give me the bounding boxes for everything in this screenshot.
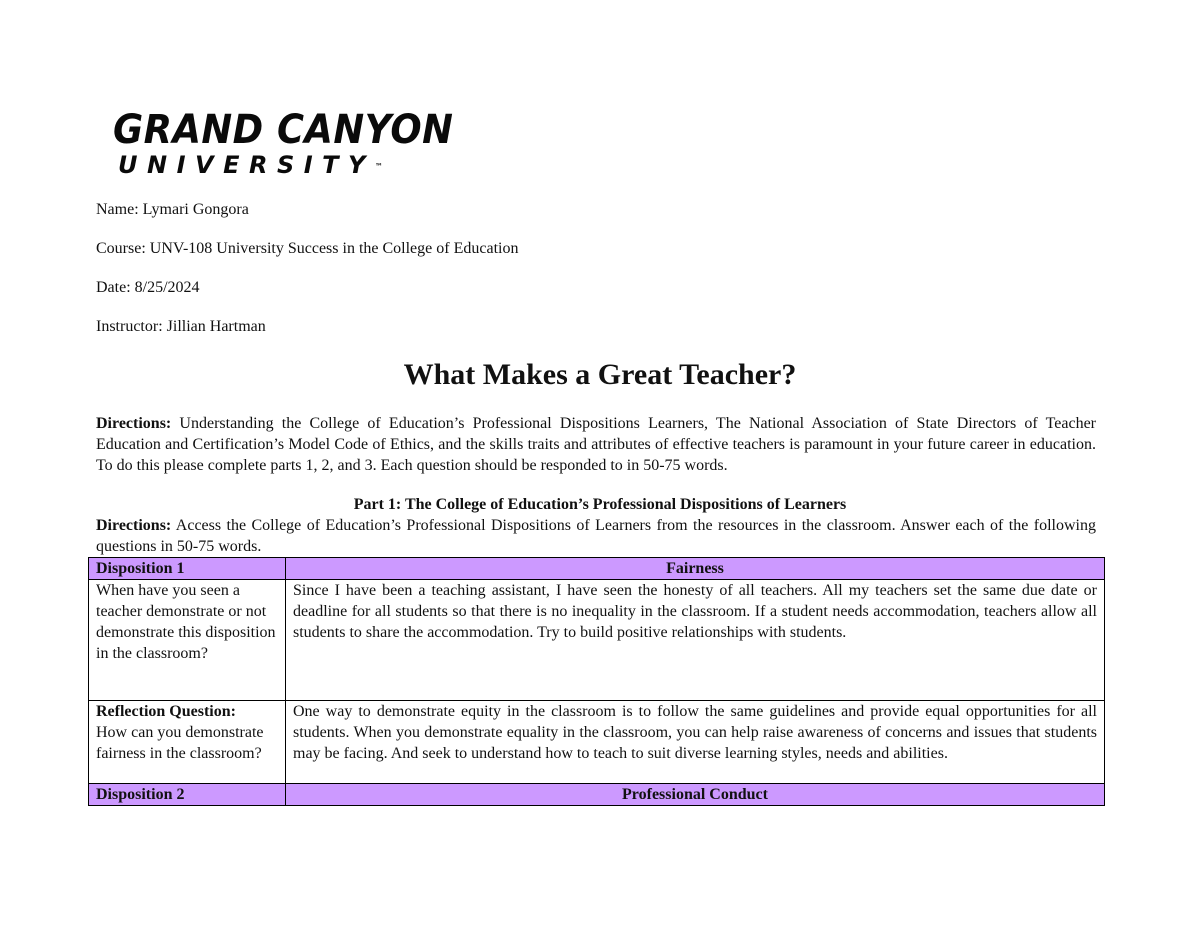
student-name: Name: Lymari Gongora [96,201,249,218]
disposition1-header-row [89,558,1105,580]
part1-directions-label: Directions: [96,517,172,534]
logo-trademark: ™ [374,162,383,171]
logo-university-text: UNIVERSITY [118,151,375,179]
disposition1-question: When have you seen a teacher demonstrate or not demonstrate this disposition in the classroom? [89,580,286,701]
logo-line-grand-canyon: GRAND CANYON [113,107,454,153]
submission-date: Date: 8/25/2024 [96,279,200,296]
dispositions-table [88,557,1105,806]
directions-label: Directions: [96,415,172,432]
disposition1-reflection-cell [89,701,286,784]
reflection-question: How can you demonstrate fairness in the classroom? [96,724,264,762]
disposition1-name: Fairness [286,558,1105,580]
disposition2-label: Disposition 2 [89,784,286,806]
disposition2-name: Professional Conduct [286,784,1105,806]
reflection-label: Reflection Question: [96,703,236,720]
university-logo [113,107,454,180]
disposition1-reflection-row [89,701,1105,784]
disposition2-header-row [89,784,1105,806]
part1-directions [96,515,1096,557]
instructor-name: Instructor: Jillian Hartman [96,318,266,335]
part1-heading: Part 1: The College of Education’s Professional Dispositions of Learners [353,496,847,513]
logo-line-university [118,150,433,180]
disposition1-question-row [89,580,1105,701]
directions-text: Understanding the College of Education’s Professional Dispositions Learners, The National Association of State Directors of Teacher Education and Certification’s Model Code of Ethics, and the skills traits and attributes of effective teachers is paramount in your future career in education. To do this please complete parts 1, 2, and 3. Each question should be responded to in 50-75 words. [96,415,1096,474]
document-title: What Makes a Great Teacher? [403,358,797,391]
part1-directions-text: Access the College of Education’s Professional Dispositions of Learners from the resources in the classroom. Answer each of the following questions in 50-75 words. [96,517,1096,555]
course-name: Course: UNV-108 University Success in the College of Education [96,240,519,257]
disposition1-reflection-answer: One way to demonstrate equity in the classroom is to follow the same guidelines and provide equal opportunities for all students. When you demonstrate equality in the classroom, you can help raise awareness of concerns and issues that students may be facing. And seek to understand how to teach to suit diverse learning styles, needs and abilities. [286,701,1105,784]
general-directions [96,413,1096,476]
disposition1-answer: Since I have been a teaching assistant, I have seen the honesty of all teachers. All my teachers set the same due date or deadline for all students so that there is no inequality in the classroom. If a student needs accommodation, teachers allow all students to share the accommodation. Try to build positive relationships with students. [286,580,1105,701]
disposition1-label: Disposition 1 [89,558,286,580]
